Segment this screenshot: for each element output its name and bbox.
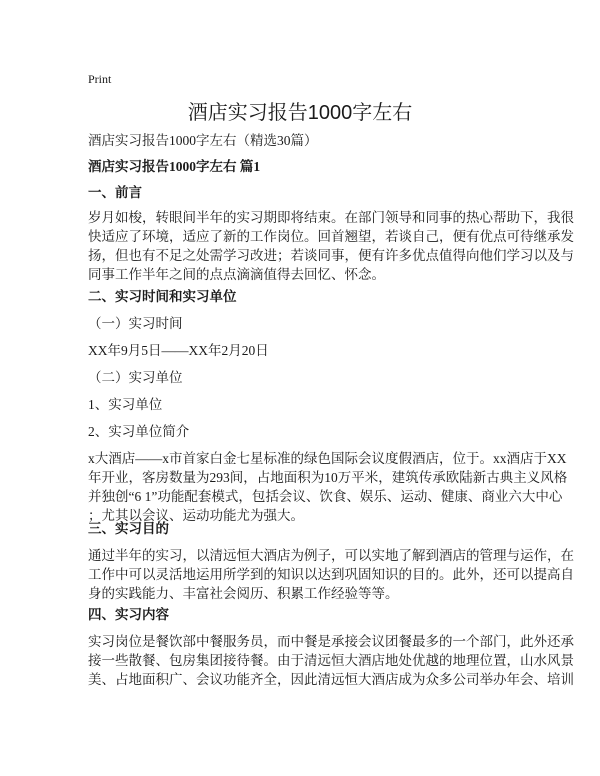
preface-paragraph bbox=[88, 208, 574, 284]
text-line: 美、占地面积广、会议功能齐全，因此清远恒大酒店成为众多公司举办年会、培训 bbox=[88, 672, 574, 687]
text-line: 同事工作半年之间的点点滴滴值得去回忆、怀念。 bbox=[88, 267, 385, 282]
text-line: x大酒店——x市首家白金七星标准的绿色国际会议度假酒店，位于。xx酒店于XX bbox=[88, 451, 567, 466]
purpose-paragraph bbox=[88, 546, 574, 603]
text-line: 岁月如梭，转眼间半年的实习期即将结束。在部门领导和同事的热心帮助下，我很 bbox=[88, 210, 574, 225]
list-item-unit: 1、实习单位 bbox=[88, 397, 163, 412]
text-line: 工作中可以灵活地运用所学到的知识以达到巩固知识的目的。此外，还可以提高自 bbox=[88, 567, 574, 582]
text-line: 接一些散餐、包房集团接待餐。由于清远恒大酒店地处优越的地理位置，山水风景 bbox=[88, 653, 574, 668]
list-item-unit-intro: 2、实习单位简介 bbox=[88, 424, 190, 439]
section-heading-preface: 一、前言 bbox=[88, 185, 142, 200]
section-heading-purpose: 三、实习目的 bbox=[88, 521, 169, 536]
subheading-time: （一）实习时间 bbox=[88, 316, 183, 331]
internship-dates: XX年9月5日——XX年2月20日 bbox=[88, 343, 269, 358]
text-line: 身的实践能力、丰富社会阅历、积累工作经验等等。 bbox=[88, 586, 399, 601]
subheading-unit: （二）实习单位 bbox=[88, 370, 183, 385]
subtitle: 酒店实习报告1000字左右（精选30篇） bbox=[88, 133, 318, 148]
article-heading: 酒店实习报告1000字左右 篇1 bbox=[88, 159, 261, 174]
section-heading-content: 四、实习内容 bbox=[88, 607, 169, 622]
text-line: 扬，但也有不足之处需学习改进；若谈同事，便有许多优点值得向他们学习以及与 bbox=[88, 248, 574, 263]
text-line: 通过半年的实习，以清远恒大酒店为例子，可以实地了解到酒店的管理与运作，在 bbox=[88, 548, 574, 563]
text-line: 年开业，客房数量为293间，占地面积为10万平米，建筑传承欧陆新古典主义风格 bbox=[88, 470, 568, 485]
text-line: 实习岗位是餐饮部中餐服务员，而中餐是承接会议团餐最多的一个部门，此外还承 bbox=[88, 634, 574, 649]
unit-intro-paragraph bbox=[88, 449, 567, 525]
text-line: ；尤其以会议、运动功能尤为强大。 bbox=[88, 508, 304, 523]
text-line: 并独创“6 1”功能配套模式，包括会议、饮食、娱乐、运动、健康、商业六大中心 bbox=[88, 489, 563, 504]
print-link[interactable]: Print bbox=[88, 72, 112, 86]
text-line: 快适应了环境，适应了新的工作岗位。回首翘望，若谈自己，便有优点可待继承发 bbox=[88, 229, 574, 244]
content-paragraph bbox=[88, 632, 574, 689]
page-title: 酒店实习报告1000字左右 bbox=[187, 102, 413, 124]
section-heading-time-unit: 二、实习时间和实习单位 bbox=[88, 289, 237, 304]
